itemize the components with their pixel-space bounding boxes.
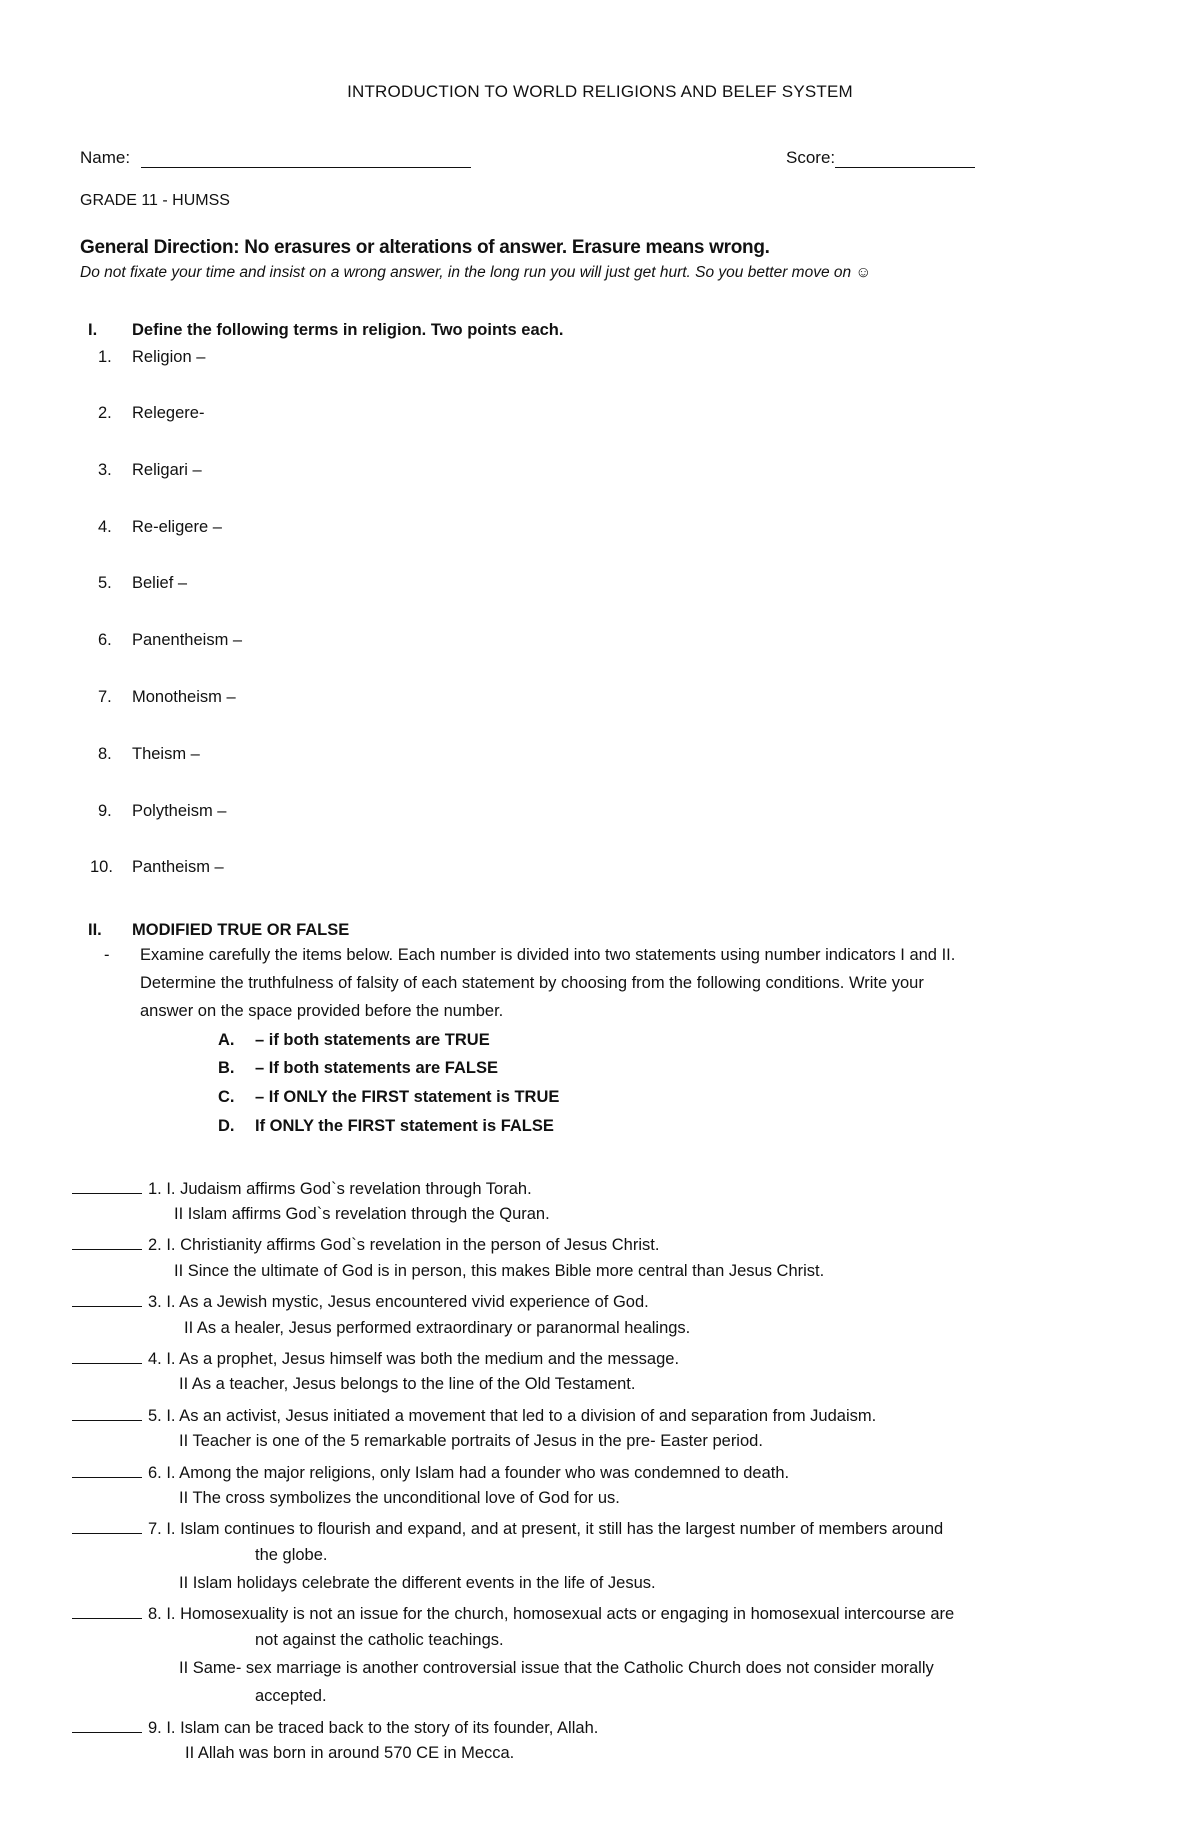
instruction-dash: - <box>104 946 110 964</box>
question-text: II Teacher is one of the 5 remarkable portraits of Jesus in the pre- Easter period. <box>179 1432 763 1450</box>
name-blank[interactable] <box>141 149 471 168</box>
question-text: 5. I. As an activist, Jesus initiated a movement that led to a division of and separation from Judaism. <box>148 1407 877 1425</box>
question-item <box>72 1177 532 1199</box>
answer-blank[interactable] <box>72 1404 142 1421</box>
question-text: the globe. <box>255 1546 328 1564</box>
definition-number: 1. <box>98 348 112 366</box>
answer-blank[interactable] <box>72 1347 142 1364</box>
question-text: II The cross symbolizes the unconditional love of God for us. <box>179 1489 620 1507</box>
question-text: II Allah was born in around 570 CE in Mecca. <box>185 1744 515 1762</box>
question-item <box>72 1347 679 1369</box>
definition-number: 7. <box>98 688 112 706</box>
question-statement <box>184 1319 690 1338</box>
question-text: 2. I. Christianity affirms God`s revelation in the person of Jesus Christ. <box>148 1236 660 1254</box>
definition-term: Pantheism – <box>132 858 224 876</box>
section-2-roman: II. <box>88 921 102 939</box>
question-text: 7. I. Islam continues to flourish and expand, and at present, it still has the largest number of members around <box>148 1520 944 1538</box>
question-text: 1. I. Judaism affirms God`s revelation through Torah. <box>148 1180 532 1198</box>
definition-number: 4. <box>98 518 112 536</box>
definition-term: Religion – <box>132 348 206 366</box>
name-label: Name: <box>80 148 131 167</box>
choice-text: – If ONLY the FIRST statement is TRUE <box>255 1088 560 1106</box>
general-direction: General Direction: No erasures or alterations of answer. Erasure means wrong. <box>80 237 770 258</box>
question-text: II Islam affirms God`s revelation through the Quran. <box>174 1205 550 1223</box>
question-text: 4. I. As a prophet, Jesus himself was both the medium and the message. <box>148 1350 680 1368</box>
score-label: Score: <box>786 148 836 167</box>
answer-blank[interactable] <box>72 1461 142 1478</box>
question-text: 6. I. Among the major religions, only Islam had a founder who was condemned to death. <box>148 1464 790 1482</box>
question-item <box>72 1461 789 1483</box>
question-text: II Same- sex marriage is another controversial issue that the Catholic Church does not consider morally <box>179 1659 934 1677</box>
score-field <box>786 148 975 168</box>
answer-blank[interactable] <box>72 1233 142 1250</box>
answer-blank[interactable] <box>72 1602 142 1619</box>
name-field <box>80 148 471 168</box>
question-item <box>72 1517 943 1539</box>
general-direction-note: Do not fixate your time and insist on a wrong answer, in the long run you will just get hurt. So you better move on ☺ <box>80 264 872 281</box>
instruction-line: Examine carefully the items below. Each number is divided into two statements using number indicators I and II. <box>140 946 956 964</box>
question-statement <box>174 1262 824 1281</box>
section-1-roman: I. <box>88 321 98 339</box>
definition-number: 5. <box>98 574 112 592</box>
question-text: accepted. <box>255 1687 327 1705</box>
instruction-line: Determine the truthfulness of falsity of each statement by choosing from the following conditions. Write your <box>140 974 924 992</box>
section-2-title: MODIFIED TRUE OR FALSE <box>132 921 350 939</box>
question-item <box>72 1716 598 1738</box>
choice-letter: A. <box>218 1031 235 1049</box>
question-statement <box>179 1659 934 1678</box>
instruction-text <box>140 941 1140 1025</box>
question-item <box>72 1290 649 1312</box>
question-text: II As a healer, Jesus performed extraordinary or paranormal healings. <box>184 1319 691 1337</box>
answer-blank[interactable] <box>72 1290 142 1307</box>
question-statement <box>174 1205 550 1224</box>
question-text: 9. I. Islam can be traced back to the story of its founder, Allah. <box>148 1719 599 1737</box>
definition-number: 9. <box>98 802 112 820</box>
choice-letter: C. <box>218 1088 235 1106</box>
question-statement <box>255 1546 327 1565</box>
definition-term: Religari – <box>132 461 202 479</box>
answer-blank[interactable] <box>72 1716 142 1733</box>
definition-term: Belief – <box>132 574 188 592</box>
question-statement <box>179 1375 635 1394</box>
question-item <box>72 1404 876 1426</box>
definition-term: Panentheism – <box>132 631 243 649</box>
choice-text: If ONLY the FIRST statement is FALSE <box>255 1117 554 1135</box>
question-statement <box>179 1432 763 1451</box>
question-statement <box>185 1744 514 1763</box>
instruction-line: answer on the space provided before the number. <box>140 1002 504 1020</box>
choice-letter: B. <box>218 1059 235 1077</box>
question-statement <box>179 1574 656 1593</box>
definition-number: 10. <box>90 858 113 876</box>
choice-text: – If both statements are FALSE <box>255 1059 498 1077</box>
question-statement <box>255 1687 327 1706</box>
definition-number: 3. <box>98 461 112 479</box>
answer-blank[interactable] <box>72 1177 142 1194</box>
question-statement <box>179 1489 620 1508</box>
section-1-title: Define the following terms in religion. Two points each. <box>132 321 564 339</box>
question-item <box>72 1602 954 1624</box>
definition-number: 8. <box>98 745 112 763</box>
question-statement <box>255 1631 504 1650</box>
definition-term: Re-eligere – <box>132 518 222 536</box>
choice-text: – if both statements are TRUE <box>255 1031 490 1049</box>
answer-blank[interactable] <box>72 1517 142 1534</box>
definition-term: Polytheism – <box>132 802 227 820</box>
question-text: II Islam holidays celebrate the different events in the life of Jesus. <box>179 1574 656 1592</box>
question-text: II Since the ultimate of God is in person, this makes Bible more central than Jesus Christ. <box>174 1262 825 1280</box>
worksheet-title: INTRODUCTION TO WORLD RELIGIONS AND BELEF SYSTEM <box>347 82 853 101</box>
question-text: 3. I. As a Jewish mystic, Jesus encountered vivid experience of God. <box>148 1293 649 1311</box>
question-text: II As a teacher, Jesus belongs to the line of the Old Testament. <box>179 1375 636 1393</box>
question-text: 8. I. Homosexuality is not an issue for the church, homosexual acts or engaging in homosexual intercourse are <box>148 1605 955 1623</box>
question-text: not against the catholic teachings. <box>255 1631 504 1649</box>
score-blank[interactable] <box>835 149 975 168</box>
definition-number: 2. <box>98 404 112 422</box>
choice-letter: D. <box>218 1117 235 1135</box>
definition-term: Monotheism – <box>132 688 236 706</box>
grade-label: GRADE 11 - HUMSS <box>80 192 230 209</box>
definition-term: Relegere- <box>132 404 205 422</box>
question-item <box>72 1233 659 1255</box>
definition-number: 6. <box>98 631 112 649</box>
definition-term: Theism – <box>132 745 200 763</box>
